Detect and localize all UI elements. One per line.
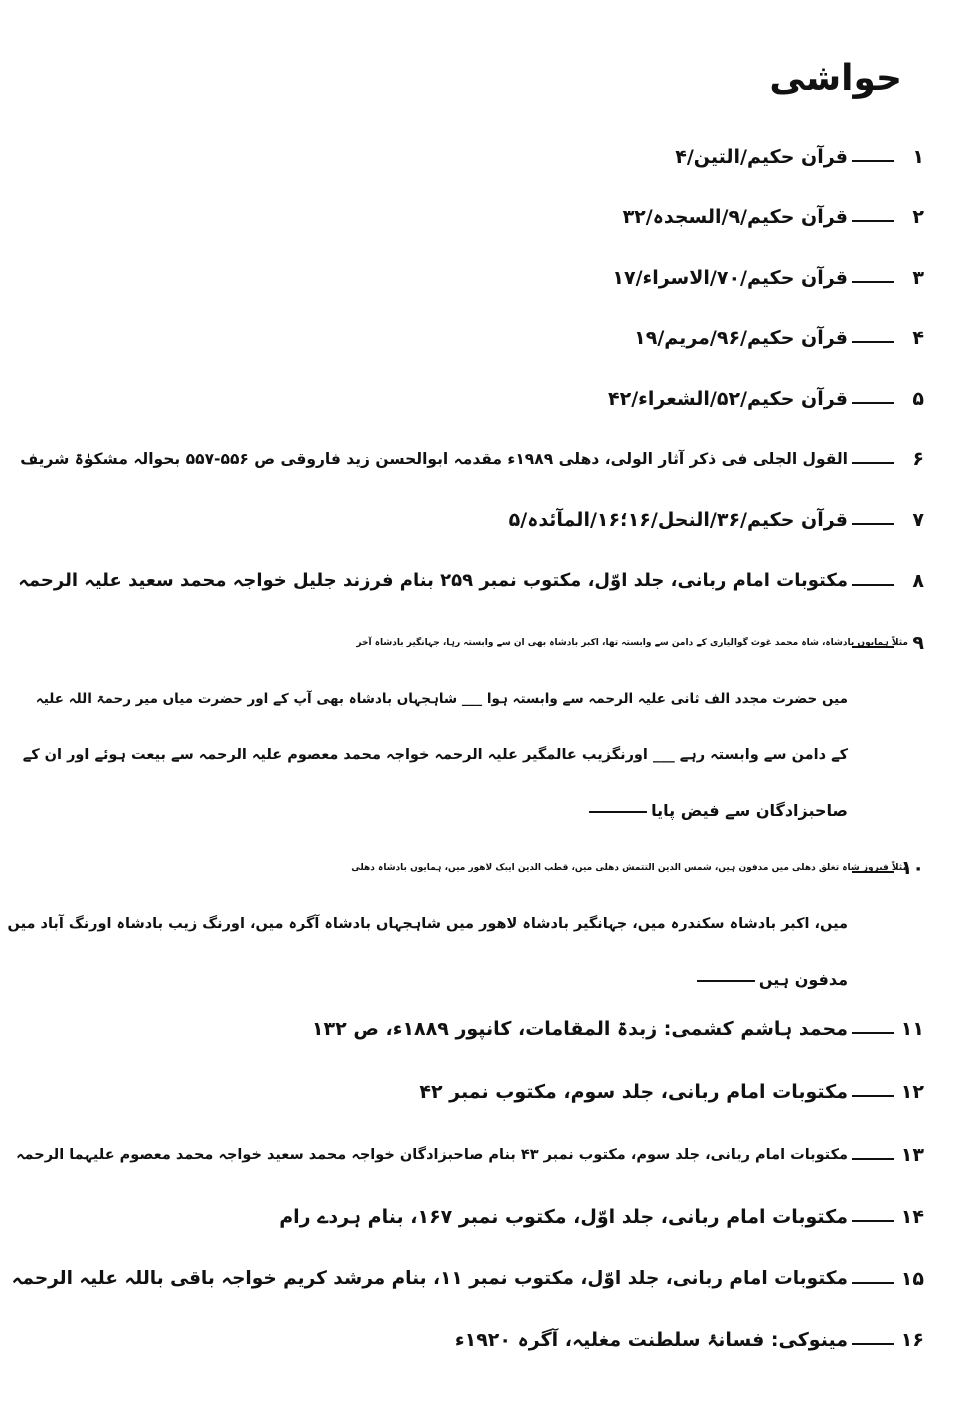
footnote-6	[0, 446, 960, 476]
footnote-4	[0, 325, 960, 355]
footnote-line	[28, 967, 848, 1023]
footnote-number: ۷	[912, 509, 924, 531]
footnote-dash	[852, 402, 894, 404]
footnote-text: قرآن حکیم/۹/السجدہ/۳۲	[622, 206, 848, 228]
footnote-dash	[852, 160, 894, 162]
footnote-dash	[852, 584, 894, 586]
footnote-line-text: صاحبزادگان سے فیض پایا	[651, 801, 848, 820]
footnote-text: قرآن حکیم/التین/۴	[675, 146, 848, 168]
footnote-line: میں حضرت مجدد الف ثانی علیہ الرحمہ سے وابستہ ہوا ___ شاہجہاں بادشاہ بھی آپ کے اور حضرت میاں میر رحمۃ اللہ علیہ	[35, 691, 848, 707]
footnote-number: ۱۵	[900, 1268, 924, 1290]
footnote-end-dash	[697, 980, 755, 982]
footnote-line: مثلاً فیروز شاہ تغلق دھلی میں مدفون ہیں، شمس الدین التتمش دھلی میں، قطب الدین ایبک لاھور میں، ہمایوں بادشاہ دھلی	[351, 863, 908, 873]
footnote-number: ۱۶	[900, 1329, 924, 1351]
footnote-text: مکتوبات امام ربانی، جلد سوم، مکتوب نمبر ۴۲	[419, 1081, 848, 1103]
footnote-text: مکتوبات امام ربانی، جلد اوّل، مکتوب نمبر ۲۵۹ بنام فرزند جلیل خواجہ محمد سعید علیہ الرحمہ	[18, 570, 848, 591]
footnote-13	[0, 1142, 960, 1172]
footnote-dash	[852, 281, 894, 283]
footnote-text: مکتوبات امام ربانی، جلد اوّل، مکتوب نمبر ۱۱، بنام مرشد کریم خواجہ باقی باللہ علیہ الرحمہ	[11, 1268, 848, 1289]
footnote-15	[0, 1266, 960, 1296]
footnote-number: ۸	[912, 570, 924, 592]
footnote-dash	[852, 1343, 894, 1345]
footnote-dash	[852, 1282, 894, 1284]
footnote-16	[0, 1327, 960, 1357]
footnote-text: قرآن حکیم/۳۶/النحل/۱۶؛۱۶/المآئدہ/۵	[508, 509, 848, 531]
footnote-number: ۴	[912, 327, 924, 349]
footnote-5	[0, 386, 960, 416]
footnote-text: مکتوبات امام ربانی، جلد سوم، مکتوب نمبر ۴۳ بنام صاحبزادگان خواجہ محمد سعید خواجہ محمد معصوم علیہما الرحمہ	[16, 1147, 848, 1163]
footnote-number: ۱۳	[900, 1144, 924, 1166]
footnote-dash	[852, 462, 894, 464]
footnote-12	[0, 1079, 960, 1109]
footnote-number: ۱۴	[900, 1206, 924, 1228]
footnote-number: ۱۲	[900, 1081, 924, 1103]
footnote-text: مینوکی: فسانۂ سلطنت مغلیہ، آگرہ ۱۹۲۰ء	[454, 1329, 848, 1351]
footnote-7	[0, 507, 960, 537]
footnote-text: محمد ہاشم کشمی: زبدۃ المقامات، کانپور ۱۸۸۹ء، ص ۱۳۲	[311, 1018, 848, 1040]
footnote-paragraph	[7, 855, 908, 1023]
footnote-10	[0, 855, 960, 1005]
footnote-text: مکتوبات امام ربانی، جلد اوّل، مکتوب نمبر ۱۶۷، بنام ہردے رام	[279, 1206, 848, 1228]
footnote-line: میں، اکبر بادشاہ سکندرہ میں، جہانگیر بادشاہ لاھور میں شاہجہاں بادشاہ آگرہ میں، اورنگ زیب بادشاہ اورنگ آباد میں	[7, 916, 848, 932]
footnote-9	[0, 630, 960, 850]
footnote-2	[0, 204, 960, 234]
footnote-dash	[852, 1032, 894, 1034]
footnote-1	[0, 144, 960, 174]
footnote-paragraph	[22, 630, 908, 854]
footnote-14	[0, 1204, 960, 1234]
footnote-line	[28, 798, 848, 854]
footnote-number: ۱	[912, 146, 924, 168]
footnote-dash	[852, 1095, 894, 1097]
footnote-number: ۹	[912, 632, 924, 654]
footnote-dash	[852, 1220, 894, 1222]
footnote-11	[0, 1016, 960, 1046]
footnote-line: کے دامن سے وابستہ رہے ___ اورنگزیب عالمگیر علیہ الرحمہ خواجہ محمد معصوم علیہ الرحمہ سے بیعت ہوئے اور ان کے	[22, 747, 848, 763]
footnote-dash	[852, 220, 894, 222]
footnote-number: ۶	[912, 448, 924, 470]
footnote-dash	[852, 341, 894, 343]
footnote-dash	[852, 1158, 894, 1160]
footnote-number: ۱۰	[900, 857, 924, 879]
footnote-text: قرآن حکیم/۹۶/مریم/۱۹	[634, 327, 848, 349]
footnote-3	[0, 265, 960, 295]
footnote-line-text: مدفون ہیں	[758, 970, 848, 989]
footnote-number: ۲	[912, 206, 924, 228]
footnote-text: قرآن حکیم/۷۰/الاسراء/۱۷	[612, 267, 848, 289]
footnote-number: ۳	[912, 267, 924, 289]
footnote-number: ۵	[912, 388, 924, 410]
footnote-number: ۱۱	[900, 1018, 924, 1040]
page-title: حواشی	[769, 58, 902, 99]
footnote-dash	[852, 523, 894, 525]
footnote-text: القول الجلی فی ذکر آثار الولی، دھلی ۱۹۸۹ء مقدمہ ابوالحسن زید فاروقی ص ۵۵۶-۵۵۷ بحوالہ مشکوٰۃ شریف	[20, 450, 848, 468]
footnote-text: قرآن حکیم/۵۲/الشعراء/۴۲	[608, 388, 848, 410]
footnote-end-dash	[589, 811, 647, 813]
footnote-line: مثلاً ہمایوں بادشاہ، شاہ محمد غوث گوالیاری کے دامن سے وابستہ تھا، اکبر بادشاہ بھی ان سے وابستہ رہا، جہانگیر بادشاہ آخر	[356, 638, 908, 648]
footnote-8	[0, 568, 960, 598]
